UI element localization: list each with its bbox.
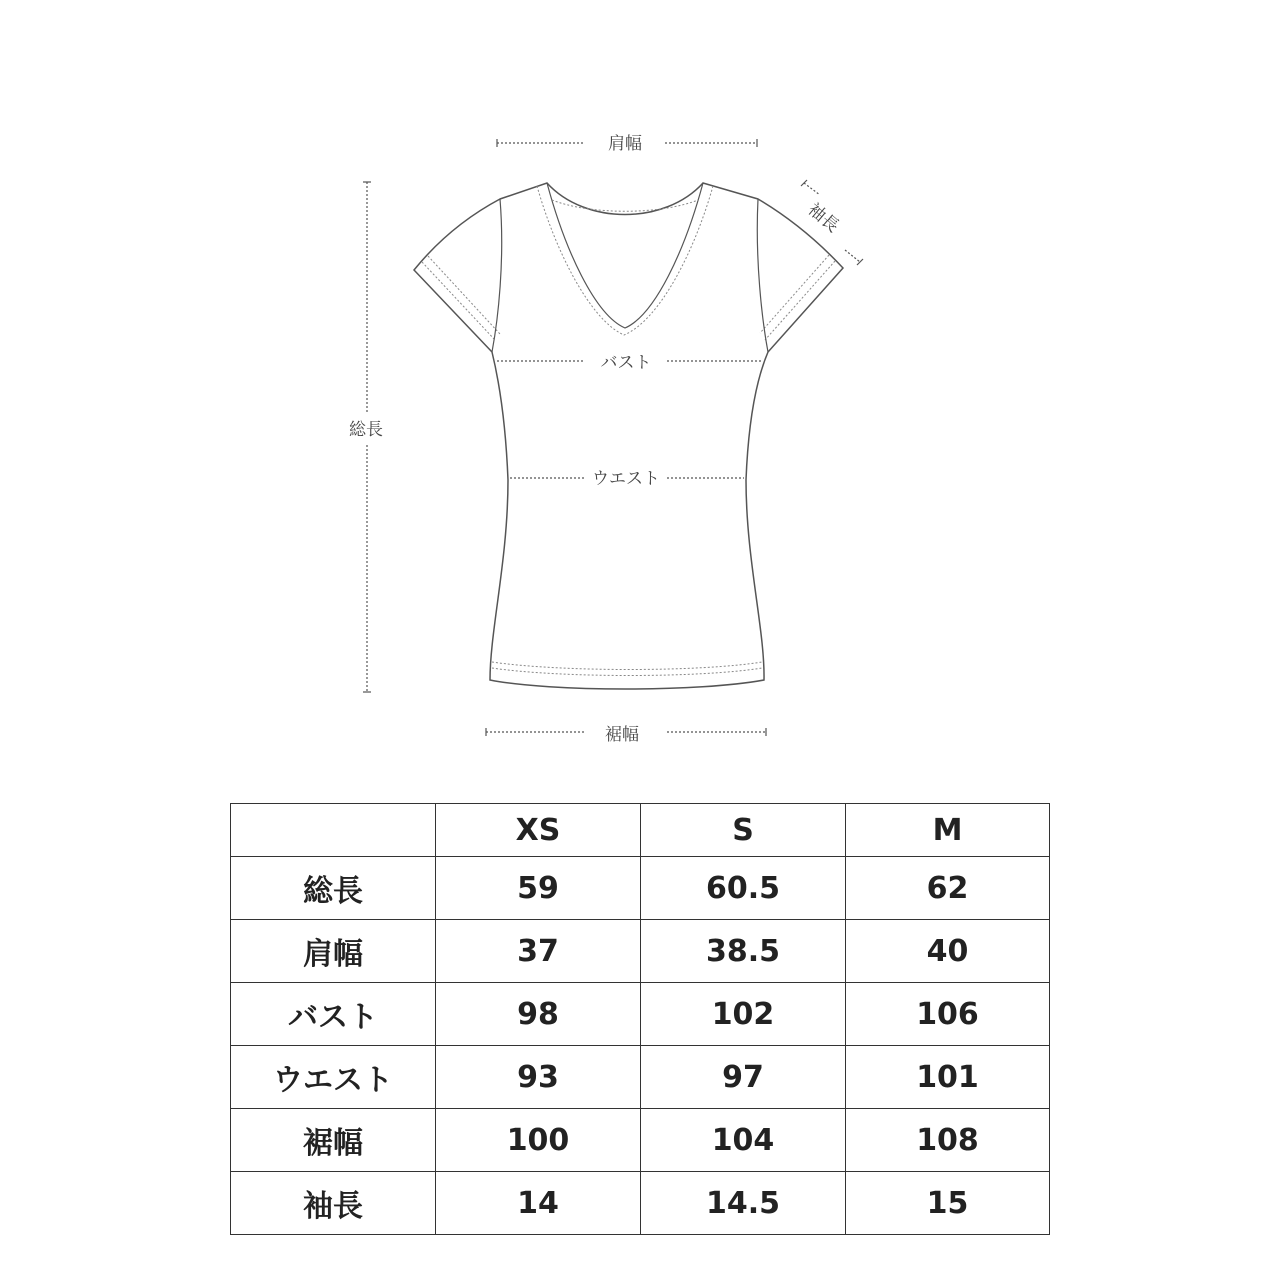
table-cell: 60.5 bbox=[641, 857, 846, 920]
table-cell: 37 bbox=[436, 920, 641, 983]
row-label: 総長 bbox=[231, 857, 436, 920]
size-table bbox=[230, 803, 1050, 1235]
table-cell: 40 bbox=[846, 920, 1050, 983]
header-empty bbox=[231, 804, 436, 857]
table-row bbox=[231, 1046, 1050, 1109]
hem-label: 裾幅 bbox=[605, 725, 639, 745]
length-label: 総長 bbox=[349, 420, 383, 440]
table-cell: 15 bbox=[846, 1172, 1050, 1235]
collar-stitch-inner bbox=[547, 183, 703, 328]
waist-label: ウエスト bbox=[592, 469, 660, 489]
table-cell: 62 bbox=[846, 857, 1050, 920]
collar-stitch bbox=[537, 186, 713, 335]
table-header-row bbox=[231, 804, 1050, 857]
table-cell: 98 bbox=[436, 983, 641, 1046]
table-row bbox=[231, 1109, 1050, 1172]
right-armhole bbox=[757, 199, 768, 352]
table-row bbox=[231, 1172, 1050, 1235]
table-row bbox=[231, 920, 1050, 983]
shoulder-label: 肩幅 bbox=[608, 134, 642, 154]
table-cell: 108 bbox=[846, 1109, 1050, 1172]
header-xs: XS bbox=[436, 804, 641, 857]
header-s: S bbox=[641, 804, 846, 857]
bust-label: バスト bbox=[600, 353, 652, 373]
header-m: M bbox=[846, 804, 1050, 857]
row-label: バスト bbox=[231, 983, 436, 1046]
table-cell: 106 bbox=[846, 983, 1050, 1046]
table-cell: 101 bbox=[846, 1046, 1050, 1109]
left-armhole bbox=[492, 199, 502, 352]
table-cell: 97 bbox=[641, 1046, 846, 1109]
row-label: ウエスト bbox=[231, 1046, 436, 1109]
table-cell: 59 bbox=[436, 857, 641, 920]
tshirt-outline bbox=[414, 183, 843, 689]
table-cell: 14.5 bbox=[641, 1172, 846, 1235]
row-label: 肩幅 bbox=[231, 920, 436, 983]
table-cell: 93 bbox=[436, 1046, 641, 1109]
table-cell: 102 bbox=[641, 983, 846, 1046]
table-row bbox=[231, 983, 1050, 1046]
row-label: 裾幅 bbox=[231, 1109, 436, 1172]
table-cell: 38.5 bbox=[641, 920, 846, 983]
table-row bbox=[231, 857, 1050, 920]
hem-stitch bbox=[492, 662, 762, 676]
left-sleeve-stitch bbox=[422, 256, 500, 340]
table-cell: 104 bbox=[641, 1109, 846, 1172]
back-neck-stitch bbox=[552, 200, 698, 211]
row-label: 袖長 bbox=[231, 1172, 436, 1235]
table-cell: 100 bbox=[436, 1109, 641, 1172]
sleeve-label: 袖長 bbox=[803, 199, 843, 237]
table-cell: 14 bbox=[436, 1172, 641, 1235]
right-sleeve-stitch bbox=[760, 255, 835, 340]
